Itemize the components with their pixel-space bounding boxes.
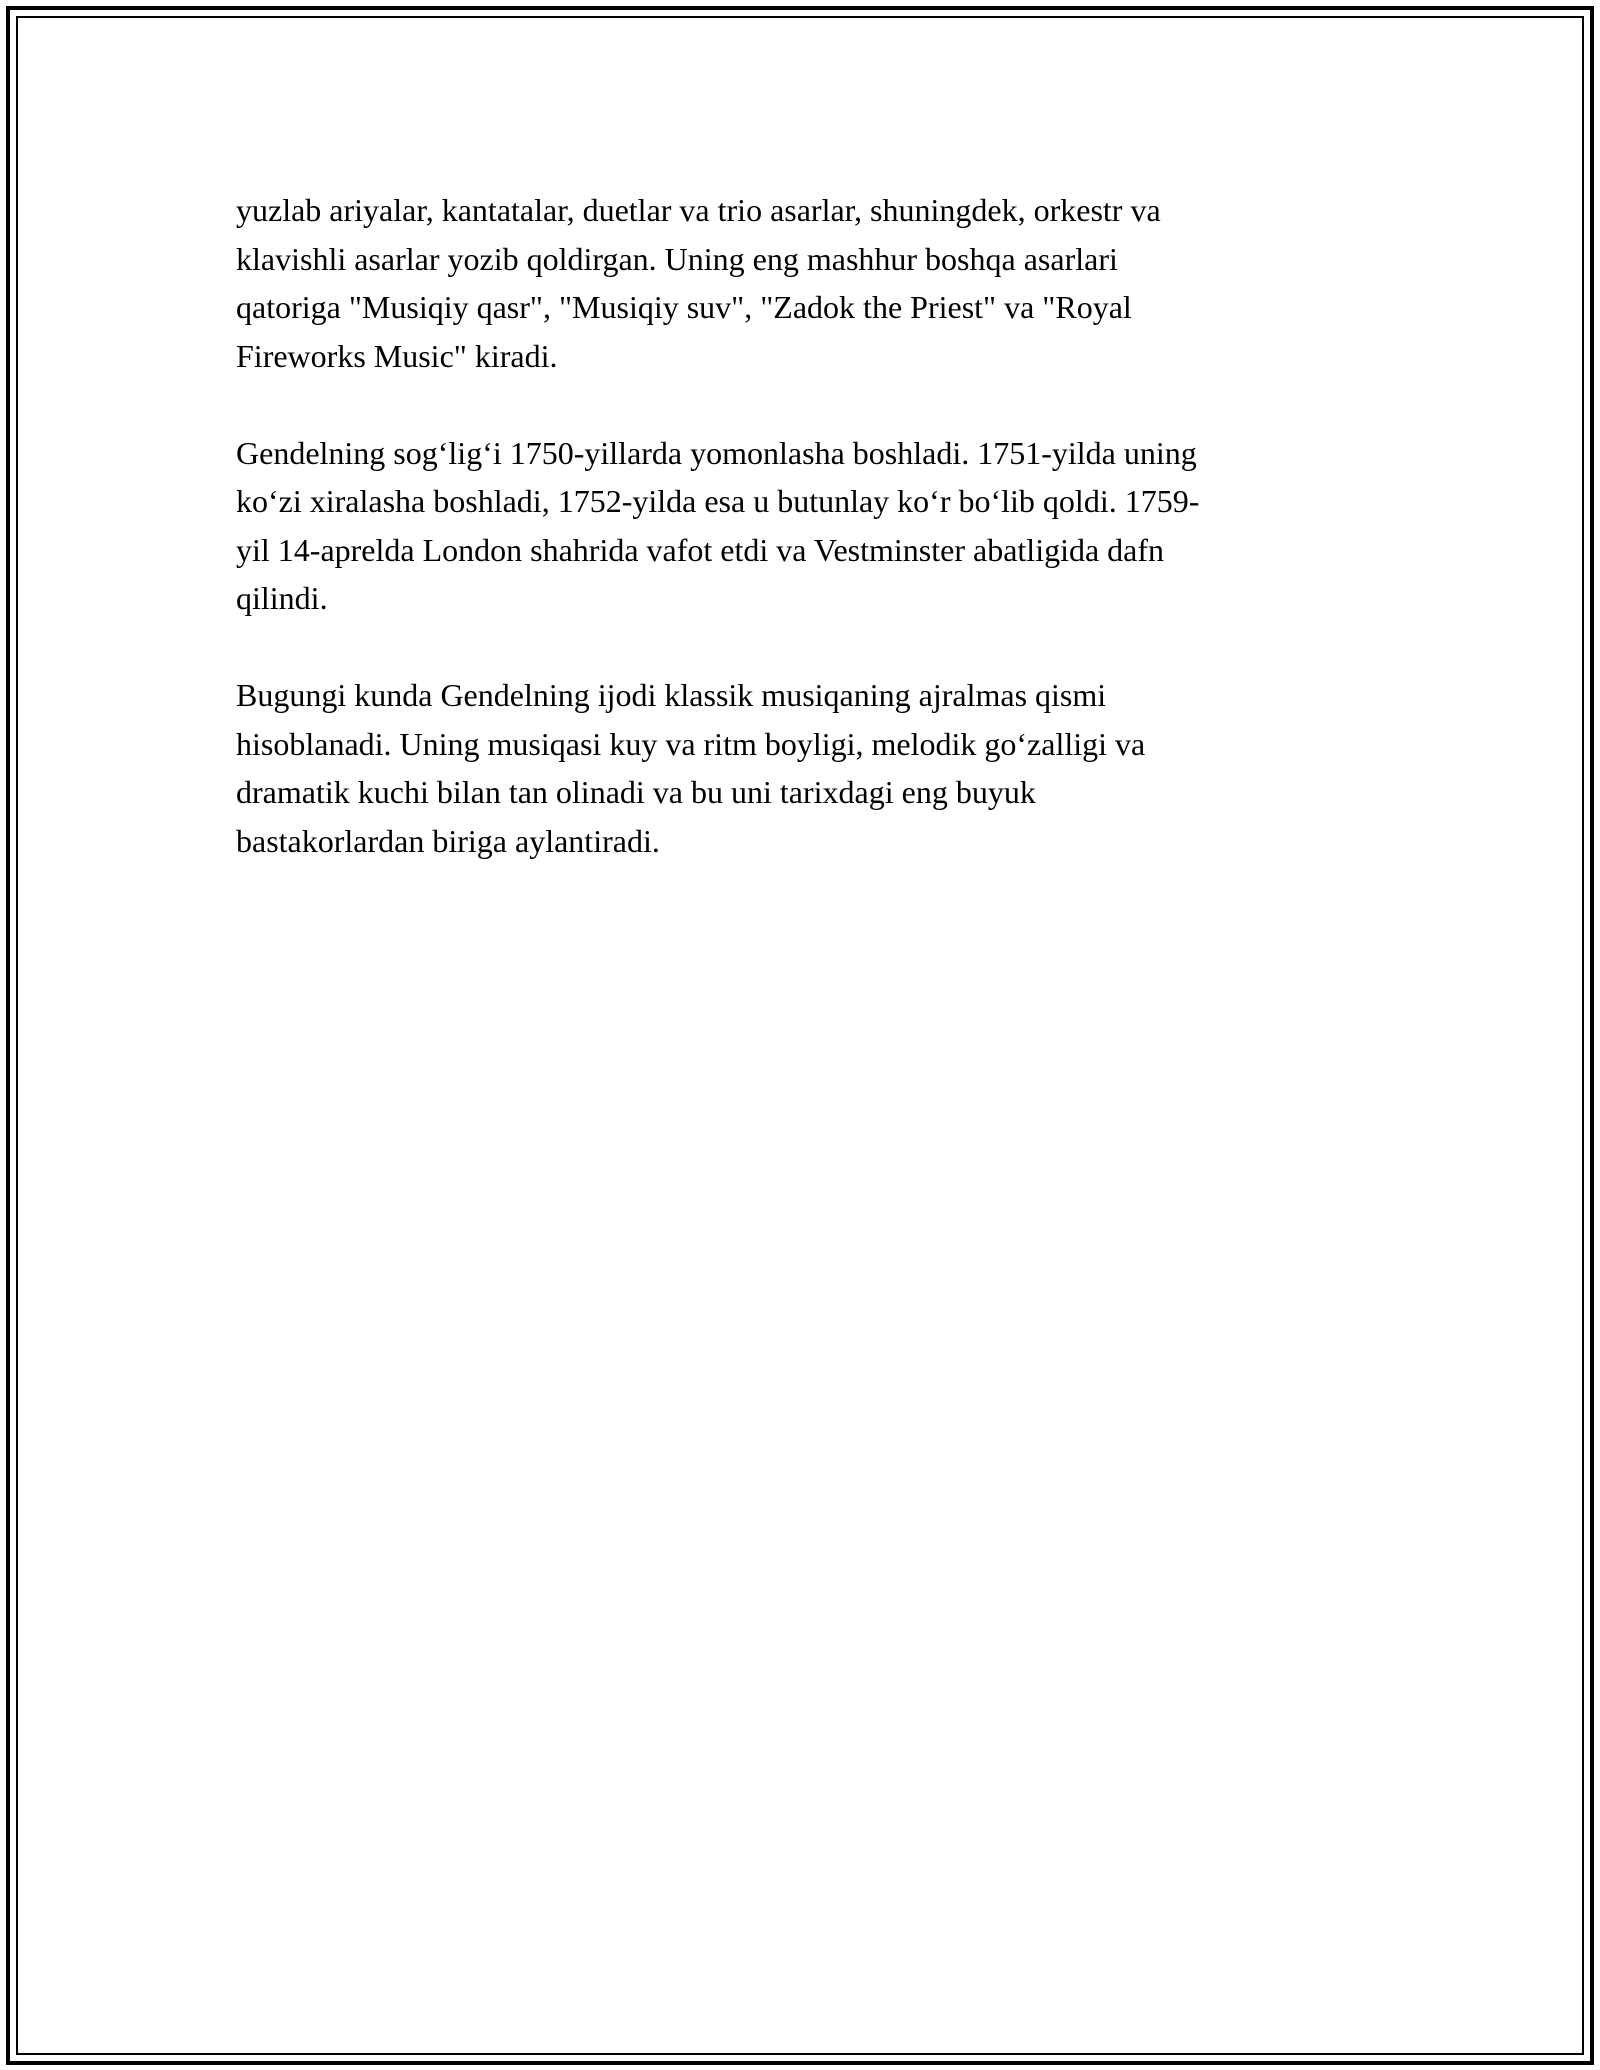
text-line: dramatik kuchi bilan tan olinadi va bu uni tarixdagi eng buyuk	[236, 774, 1036, 810]
text-line: qilindi.	[236, 580, 328, 616]
text-line: klavishli asarlar yozib qoldirgan. Uning eng mashhur boshqa asarlari	[236, 240, 1118, 277]
text-line: hisoblanadi. Uning musiqasi kuy va ritm boyligi, melodik go‘zalligi va	[236, 725, 1146, 762]
text-line: Gendelning sog‘lig‘i 1750-yillarda yomonlasha boshladi. 1751-yilda uning	[236, 434, 1197, 471]
text-line: Bugungi kunda Gendelning ijodi klassik musiqaning ajralmas qismi	[236, 677, 1107, 713]
paragraph-legacy	[236, 671, 1356, 865]
document-body	[236, 186, 1356, 914]
text-line: Fireworks Music" kiradi.	[236, 337, 558, 374]
text-line: yil 14-aprelda London shahrida vafot etdi va Vestminster abatligida dafn	[236, 531, 1165, 568]
text-line: ko‘zi xiralasha boshladi, 1752-yilda esa u butunlay ko‘r bo‘lib qoldi. 1759-	[236, 483, 1200, 519]
paragraph-works	[236, 186, 1356, 380]
text-line: yuzlab ariyalar, kantatalar, duetlar va trio asarlar, shuningdek, orkestr va	[236, 192, 1161, 228]
text-line: qatoriga "Musiqiy qasr", "Musiqiy suv", "Zadok the Priest" va "Royal	[236, 289, 1132, 325]
text-line: bastakorlardan biriga aylantiradi.	[236, 822, 660, 859]
paragraph-health	[236, 429, 1356, 623]
